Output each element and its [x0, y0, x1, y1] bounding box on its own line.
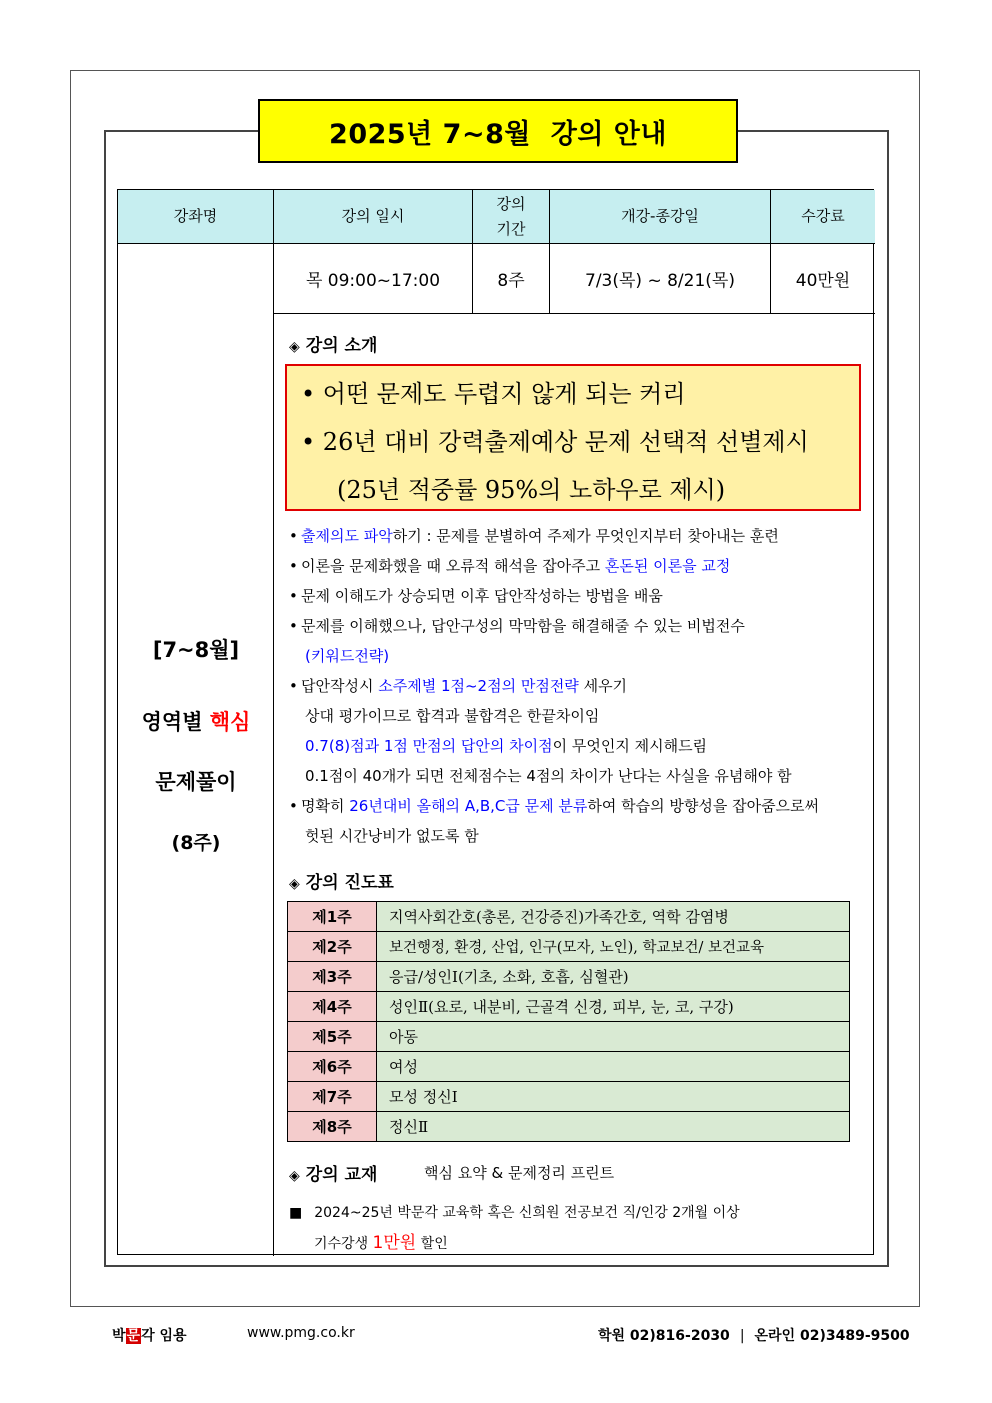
diamond-icon: ◈: [289, 339, 300, 355]
course-name-problem: 문제풀이: [155, 770, 237, 794]
schedule-week: 제6주: [288, 1052, 377, 1082]
table-row: [288, 902, 850, 932]
bullet-2-key: 혼돈된 이론을 교정: [604, 557, 731, 575]
header-duration: [473, 190, 550, 244]
cell-duration: 8주: [473, 244, 550, 314]
header-period: 개강-종강일: [550, 190, 771, 244]
course-name-area-text: 영역별: [141, 710, 210, 734]
course-name-area: [118, 706, 274, 736]
diamond-icon: ◈: [289, 1168, 300, 1184]
bullet-3: [289, 585, 663, 606]
bullet-2: [289, 555, 730, 576]
schedule-content: 응급/성인Ⅰ(기초, 소화, 호흡, 심혈관): [377, 962, 850, 992]
brand-part-2: 문: [126, 1328, 141, 1344]
bullet-icon: •: [289, 587, 298, 605]
schedule-content: 정신Ⅱ: [377, 1112, 850, 1142]
course-name-core: 핵심: [209, 710, 251, 734]
bullet-icon: •: [301, 428, 323, 456]
header-datetime: 강의 일시: [274, 190, 473, 244]
schedule-week: 제5주: [288, 1022, 377, 1052]
intro-item-3: (25년 적중률 95%의 노하우로 제시): [337, 476, 726, 504]
schedule-table: [287, 901, 850, 1142]
course-name-weeks: (8주): [171, 832, 221, 854]
page-title: 2025년 7~8월 강의 안내: [258, 99, 738, 163]
bullet-4-cont: (키워드전략): [305, 647, 390, 665]
cell-period: 7/3(목) ~ 8/21(목): [550, 244, 771, 314]
bullet-5-line4: 0.1점이 40개가 되면 전체점수는 4점의 차이가 난다는 사실을 유념해야 함: [305, 767, 792, 785]
table-row: [288, 1082, 850, 1112]
intro-box: [285, 364, 861, 511]
header-duration-line2: 기간: [496, 219, 526, 238]
header-fee: 수강료: [771, 190, 875, 244]
table-row: [288, 1052, 850, 1082]
schedule-content: 성인Ⅱ(요로, 내분비, 근골격 신경, 피부, 눈, 코, 구강): [377, 992, 850, 1022]
course-name-period: [7~8월]: [152, 638, 240, 662]
schedule-content: 모성 정신Ⅰ: [377, 1082, 850, 1112]
brand-part-3: 각: [141, 1328, 155, 1344]
schedule-week: 제8주: [288, 1112, 377, 1142]
bullet-6-key: 26년대비 올해의 A,B,C급 문제 분류: [349, 797, 588, 815]
intro-item-1-text: 어떤 문제도 두렵지 않게 되는 커리: [322, 380, 686, 408]
course-name-cell: [118, 244, 274, 1256]
intro-item-1: [301, 374, 686, 409]
bullet-5-line3-text: 이 무엇인지 제시해드림: [552, 737, 708, 755]
schedule-week: 제7주: [288, 1082, 377, 1112]
table-row: [288, 992, 850, 1022]
discount-line1: [289, 1202, 740, 1222]
bullet-1-key: 출제의도 파악: [301, 527, 393, 545]
bullet-icon: •: [301, 380, 323, 408]
bullet-4-text: 문제를 이해했으나, 답안구성의 막막함을 해결해줄 수 있는 비법전수: [301, 617, 745, 635]
bullet-5: [289, 675, 627, 696]
bullet-icon: •: [289, 677, 298, 695]
header-duration-line1: 강의: [496, 194, 526, 213]
schedule-content: 보건행정, 환경, 산업, 인구(모자, 노인), 학교보건/ 보건교육: [377, 932, 850, 962]
brand-part-4: 임용: [154, 1328, 187, 1344]
bullet-6-line2: 헛된 시간낭비가 없도록 함: [305, 827, 479, 845]
schedule-content: 아동: [377, 1022, 850, 1052]
bullet-1-text: 하기 : 문제를 분별하여 주제가 무엇인지부터 찾아내는 훈련: [392, 527, 779, 545]
bullet-2-text: 이론을 문제화했을 때 오류적 해석을 잡아주고: [301, 557, 605, 575]
footer-academy: 학원 02)816-2030: [598, 1328, 730, 1344]
bullet-5-line3: [305, 735, 707, 756]
bullet-6-tail: 하여 학습의 방향성을 잡아줌으로써: [587, 797, 820, 815]
cell-fee: 40만원: [771, 244, 875, 314]
bullet-6: [289, 795, 819, 816]
schedule-content: 지역사회간호(총론, 건강증진)가족간호, 역학 감염병: [377, 902, 850, 932]
table-row: [288, 1112, 850, 1142]
intro-item-2-text: 26년 대비 강력출제예상 문제 선택적 선별제시: [322, 428, 809, 456]
bullet-5-line2: 상대 평가이므로 합격과 불합격은 한끝차이임: [305, 707, 600, 725]
bullet-1: [289, 525, 779, 546]
discount-amount: 1만원: [372, 1233, 417, 1253]
intro-item-2: [301, 422, 809, 457]
material-heading: [289, 1160, 377, 1185]
bullet-3-text: 문제 이해도가 상승되면 이후 답안작성하는 방법을 배움: [301, 587, 663, 605]
table-row: [288, 1022, 850, 1052]
footer-url[interactable]: www.pmg.co.kr: [247, 1325, 355, 1341]
cell-datetime: 목 09:00~17:00: [274, 244, 473, 314]
schedule-week: 제3주: [288, 962, 377, 992]
footer-online: 온라인 02)3489-9500: [754, 1328, 910, 1344]
bullet-icon: •: [289, 527, 298, 545]
header-course: 강좌명: [118, 190, 274, 244]
bullet-icon: •: [289, 617, 298, 635]
material-text: 핵심 요약 & 문제정리 프린트: [424, 1164, 615, 1182]
bullet-icon: •: [289, 797, 298, 815]
intro-heading-text: 강의 소개: [305, 336, 378, 356]
diamond-icon: ◈: [289, 876, 300, 892]
schedule-content: 여성: [377, 1052, 850, 1082]
discount-prefix: 기수강생: [314, 1236, 373, 1252]
bullet-5-line3-key: 0.7(8)점과 1점 만점의 답안의 차이점: [305, 737, 553, 755]
footer-separator: |: [739, 1328, 745, 1344]
schedule-heading: [289, 868, 394, 893]
bullet-4: [289, 615, 745, 636]
schedule-week: 제1주: [288, 902, 377, 932]
bullet-5-text: 답안작성시: [301, 677, 379, 695]
table-row: [288, 932, 850, 962]
bullet-5-tail: 세우기: [578, 677, 628, 695]
schedule-week: 제4주: [288, 992, 377, 1022]
square-bullet-icon: ■: [289, 1205, 303, 1221]
footer-brand: [112, 1325, 187, 1345]
brand-part-1: 박: [112, 1328, 126, 1344]
discount-line1-text: 2024~25년 박문각 교육학 혹은 신희원 전공보건 직/인강 2개월 이상: [314, 1205, 740, 1221]
bullet-5-key: 소주제별 1점~2점의 만점전략: [378, 677, 579, 695]
table-row: [288, 962, 850, 992]
discount-suffix: 할인: [416, 1236, 448, 1252]
intro-heading: [289, 331, 377, 356]
bullet-icon: •: [289, 557, 298, 575]
schedule-heading-text: 강의 진도표: [305, 873, 394, 893]
footer-contacts: [598, 1325, 910, 1345]
schedule-week: 제2주: [288, 932, 377, 962]
bullet-6-text: 명확히: [301, 797, 350, 815]
material-heading-text: 강의 교재: [305, 1165, 378, 1185]
discount-line2: [314, 1228, 448, 1253]
